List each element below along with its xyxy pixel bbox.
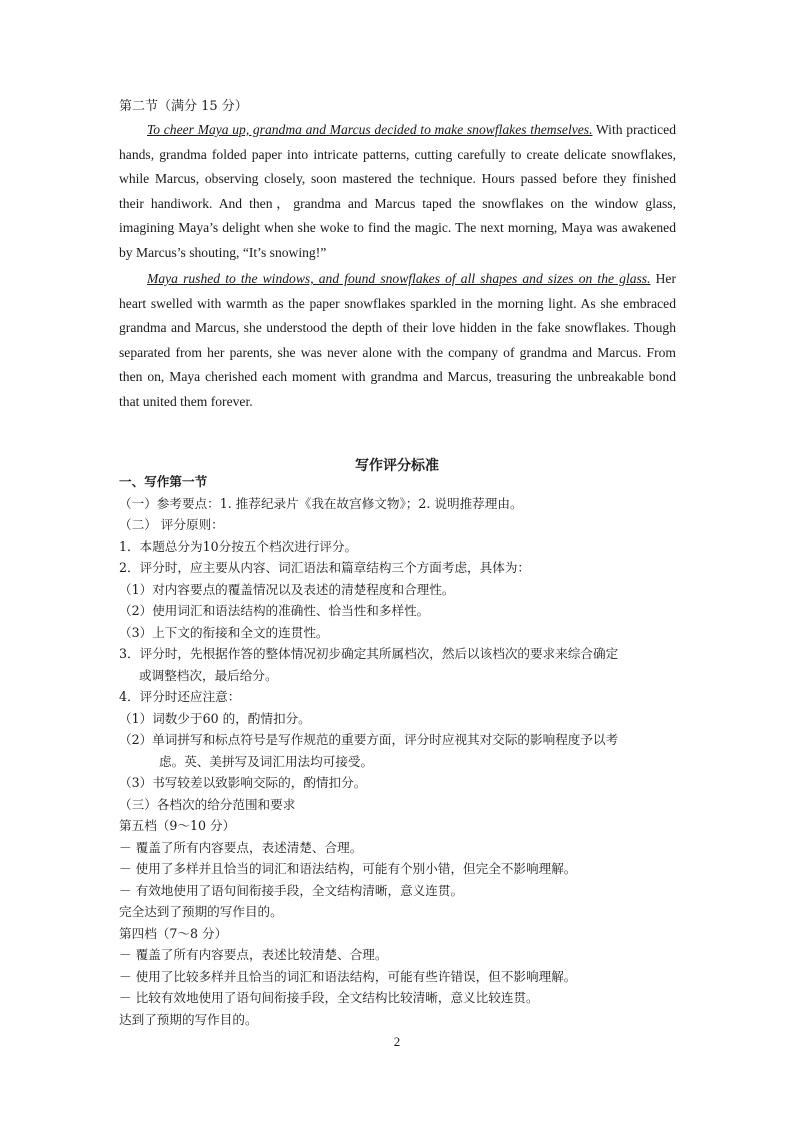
rule-2-item: （3）上下文的衔接和全文的连贯性。 <box>119 624 329 640</box>
rule-4-item-continued: 虑。英、美拼写及词汇用法均可接受。 <box>159 753 374 769</box>
band-item: － 覆盖了所有内容要点，表述清楚、合理。 <box>119 839 363 855</box>
principles-heading: （二） 评分原则： <box>119 517 224 532</box>
rule-4-item: （2）单词拼写和标点符号是写作规范的重要方面，评分时应视其对交际的影响程度予以考 <box>119 732 619 747</box>
band-item: － 比较有效地使用了语句间衔接手段，全文结构比较清晰，意义比较连贯。 <box>119 990 539 1005</box>
key-points: （一）参考要点：1. 推荐纪录片《我在故宫修文物》；2. 说明推荐理由。 <box>119 495 523 511</box>
band-item: － 覆盖了所有内容要点，表述比较清楚、合理。 <box>119 947 388 962</box>
section-heading: 第二节（满分 15 分） <box>119 99 248 114</box>
paragraph-body: Her heart swelled with warmth as the paper snowflakes sparkled in the morning light. As she embraced grandma and Marcus, she understood the depth of their love hidden in the fake snowflakes. Though separated from her parents, she was never alone with the company of grandma and Marcus. From then on, Maya cherished each moment with grandma and Marcus, treasuring the unbreakable bond that united them forever. <box>119 271 676 409</box>
story-paragraph-1 <box>119 118 676 266</box>
part-heading: 一、写作第一节 <box>119 474 208 489</box>
page-number: 2 <box>393 1034 401 1049</box>
band-item: － 有效地使用了语句间衔接手段，全文结构清晰，意义连贯。 <box>119 882 464 898</box>
band-item: － 使用了多样并且恰当的词汇和语法结构，可能有个别小错，但完全不影响理解。 <box>119 861 577 876</box>
rubric-title: 写作评分标准 <box>355 458 439 474</box>
rule-1: 1．本题总分为10分按五个档次进行评分。 <box>119 538 358 554</box>
paragraph-lead-sentence: To cheer Maya up, grandma and Marcus decided to make snowflakes themselves. <box>147 122 593 137</box>
rule-3-continued: 或调整档次，最后给分。 <box>139 667 278 683</box>
rule-4-item: （3）书写较差以致影响交际的，酌情扣分。 <box>119 775 367 790</box>
story-paragraph-2 <box>119 267 676 415</box>
band-title: 第四档（7～8 分） <box>119 925 228 941</box>
paragraph-body: With practiced hands, grandma folded paper into intricate patterns, cutting carefully to create delicate snowflakes, while Marcus, observing closely, soon mastered the technique. Hours passed before they finished their handiwork. And then，grandma and Marcus taped the snowflakes on the window glass, imagining Maya’s delight when she woke to find the magic. The next morning, Maya was awakened by Marcus’s shouting, “It’s snowing!” <box>119 122 677 260</box>
rule-4-item: （1）词数少于60 的，酌情扣分。 <box>119 710 311 726</box>
band-summary: 完全达到了预期的写作目的。 <box>119 904 283 919</box>
paragraph-lead-sentence: Maya rushed to the windows, and found snowflakes of all shapes and sizes on the glass. <box>147 271 651 286</box>
rule-2: 2．评分时，应主要从内容、词汇语法和篇章结构三个方面考虑，具体为： <box>119 560 531 575</box>
band-title: 第五档（9～10 分） <box>119 818 236 833</box>
band-item: － 使用了比较多样并且恰当的词汇和语法结构，可能有些许错误，但不影响理解。 <box>119 968 577 984</box>
rule-2-item: （1）对内容要点的覆盖情况以及表述的清楚程度和合理性。 <box>119 581 455 597</box>
rule-4: 4．评分时还应注意： <box>119 689 241 704</box>
bands-heading: （三）各档次的给分范围和要求 <box>119 796 296 812</box>
rule-2-item: （2）使用词汇和语法结构的准确性、恰当性和多样性。 <box>119 603 430 618</box>
rule-3: 3．评分时，先根据作答的整体情况初步确定其所属档次，然后以该档次的要求来综合确定 <box>119 646 619 661</box>
band-summary: 达到了预期的写作目的。 <box>119 1011 258 1027</box>
rubric-body <box>119 471 679 1030</box>
